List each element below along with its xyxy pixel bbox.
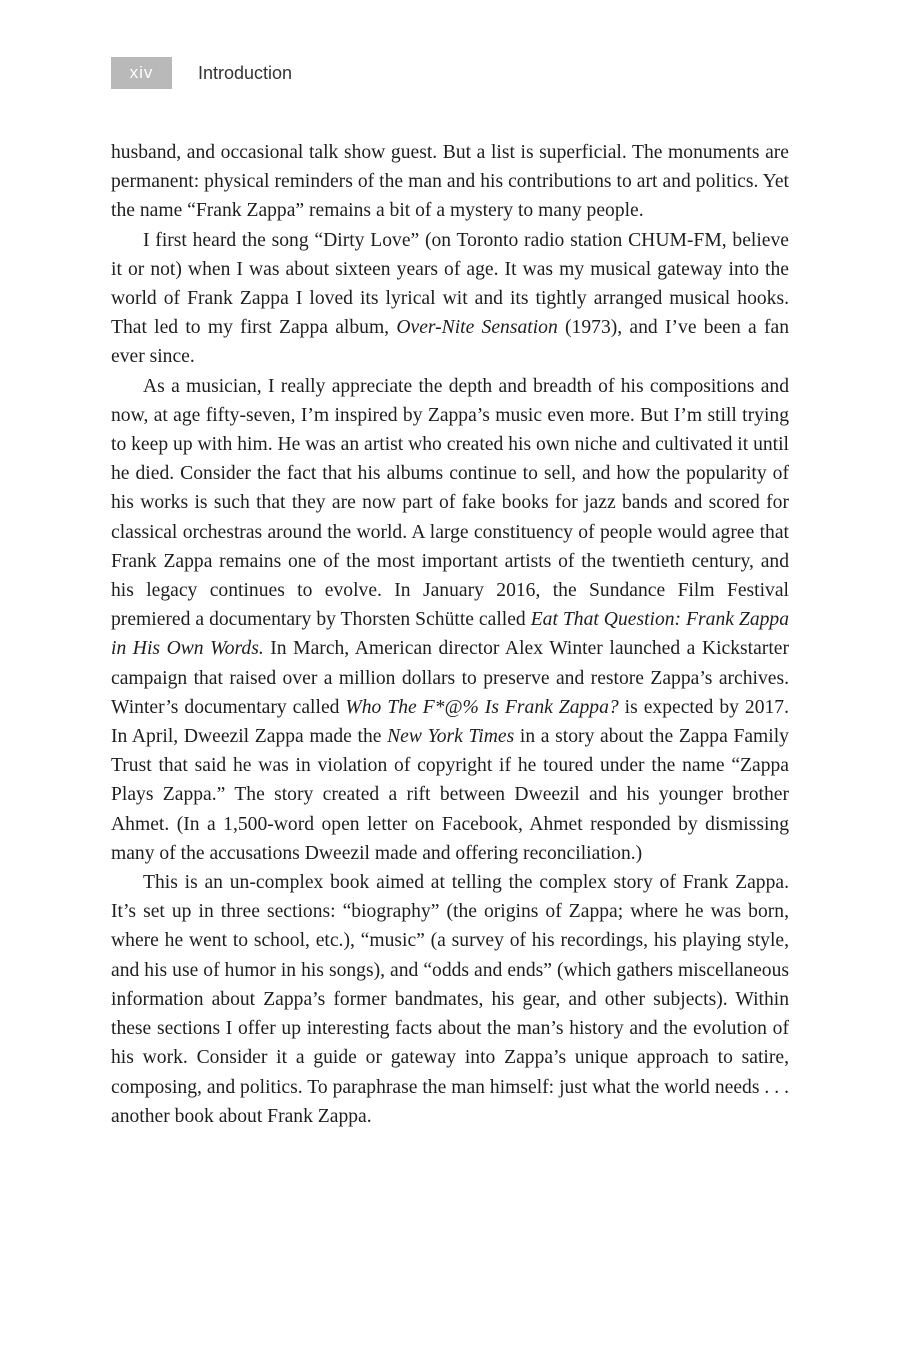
italic-title-text: Eat That Question: Frank Zappa in His Own Words. (111, 609, 790, 660)
section-title: Introduction (198, 62, 293, 83)
paragraph-text: husband, and occasional talk show guest. But a list is superficial. The monuments are permanent: physical reminders of the man and his contributions to art and politics. Yet the name “Frank Zappa” remains a bit of a mystery to many people. (111, 142, 789, 222)
paragraph (111, 138, 789, 226)
paragraph (111, 226, 789, 372)
paragraph-text: I first heard the song “Dirty Love” (on Toronto radio station CHUM-FM, believe it or not) when I was about sixteen years of age. It was my musical gateway into the world of Frank Zappa I loved its lyrical wit and its tightly arranged musical hooks. That led to my first Zappa album, (111, 229, 789, 339)
running-head (111, 57, 292, 89)
body-text (111, 138, 789, 1131)
paragraph-text: As a musician, I really appreciate the depth and breadth of his compositions and now, at age fifty-seven, I’m inspired by Zappa’s music even more. But I’m still trying to keep up with him. He was an artist who created his own niche and cultivated it until he died. Consider the fact that his albums continue to sell, and how the popularity of his works is such that they are now part of fake books for jazz bands and scored for classical orchestras around the world. A large constituency of people would agree that Frank Zappa remains one of the most important artists of the twentieth century, and his legacy continues to evolve. In January 2016, the Sundance Film Festival premiered a documentary by Thorsten Schütte called (111, 375, 789, 631)
page-number-badge: xiv (111, 57, 172, 89)
paragraph-text: is expected by 2017. In April, Dweezil Zappa made the (111, 696, 789, 748)
paragraph-text: in a story about the Zappa Family Trust that said he was in violation of copyright if he toured under the name “Zappa Plays Zappa.” The story created a rift between Dweezil and his younger brother Ahmet. (In a 1,500-word open letter on Facebook, Ahmet responded by dismissing many of the accusations Dweezil made and offering reconciliation.) (111, 726, 789, 864)
italic-title-text: Who The F*@% Is Frank Zappa? (345, 696, 619, 718)
paragraph (111, 868, 789, 1131)
paragraph-text: (1973), and I’ve been a fan ever since. (111, 317, 790, 368)
italic-title-text: New York Times (387, 726, 515, 748)
paragraph-text: In March, American director Alex Winter launched a Kickstarter campaign that raised over a million dollars to preserve and restore Zappa’s archives. Winter’s documentary called (111, 638, 789, 718)
paragraph (111, 372, 789, 868)
paragraph-text: This is an un-complex book aimed at telling the complex story of Frank Zappa. It’s set up in three sections: “biography” (the origins of Zappa; where he was born, where he went to school, etc.), “music” (a survey of his recordings, his playing style, and his use of humor in his songs), and “odds and ends” (which gathers miscellaneous information about Zappa’s former bandmates, his gear, and other subjects). Within these sections I offer up interesting facts about the man’s history and the evolution of his work. Consider it a guide or gateway into Zappa’s unique approach to satire, composing, and politics. To paraphrase the man himself: just what the world needs . . . another book about Frank Zappa. (111, 872, 789, 1127)
italic-title-text: Over-Nite Sensation (396, 317, 558, 339)
